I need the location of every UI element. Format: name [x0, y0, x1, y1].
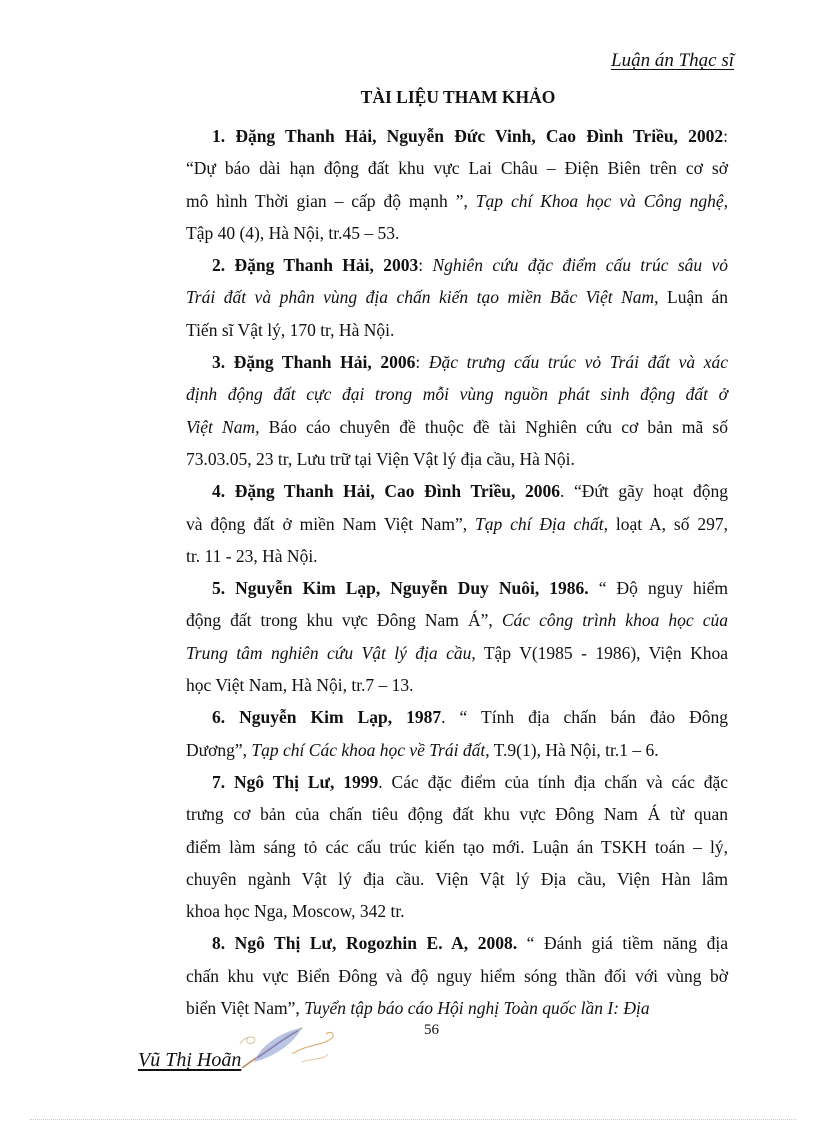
- reference-text: :: [415, 352, 429, 373]
- reference-title: Tạp chí Địa chất,: [475, 513, 609, 534]
- reference-title: định động đất cực đại trong mỗi vùng nguồn phát sinh động đất ở: [186, 384, 728, 405]
- reference-text: động đất trong khu vực Đông Nam Á”,: [186, 610, 502, 631]
- reference-line: [186, 766, 728, 798]
- reference-item: [186, 766, 728, 927]
- reference-line: [186, 540, 728, 572]
- reference-line: [186, 346, 728, 378]
- reference-title: Đặc trưng cấu trúc vỏ Trái đất và xác: [428, 352, 728, 373]
- reference-text: biển Việt Nam”,: [186, 998, 305, 1019]
- reference-line: [186, 572, 728, 604]
- reference-authors: 3. Đặng Thanh Hải, 2006: [212, 352, 416, 373]
- reference-text: 73.03.05, 23 tr, Lưu trữ tại Viện Vật lý địa cầu, Hà Nội.: [186, 448, 575, 469]
- reference-item: [186, 120, 728, 249]
- reference-item: [186, 927, 728, 1024]
- reference-title: Trái đất và phân vùng địa chấn kiến tạo miền Bắc Việt Nam: [186, 287, 655, 308]
- reference-text: Tập V(1985 - 1986), Viện Khoa: [475, 642, 728, 663]
- reference-line: [186, 443, 728, 475]
- reference-title: Nghiên cứu đặc điểm cấu trúc sâu vỏ: [432, 255, 728, 276]
- page-border: [30, 1119, 796, 1120]
- reference-text: . “ Tính địa chấn bán đảo Đông: [441, 707, 729, 728]
- reference-text: tr. 11 - 23, Hà Nội.: [186, 545, 318, 566]
- reference-title: Tuyển tập báo cáo Hội nghị Toàn quốc lần I: Địa: [304, 998, 650, 1019]
- reference-line: [186, 475, 728, 507]
- reference-title: Các công trình khoa học của: [501, 610, 728, 631]
- reference-item: [186, 701, 728, 766]
- reference-text: , T.9(1), Hà Nội, tr.1 – 6.: [485, 739, 659, 760]
- reference-line: [186, 378, 728, 410]
- reference-line: [186, 314, 728, 346]
- reference-text: Tập 40 (4), Hà Nội, tr.45 – 53.: [186, 222, 400, 243]
- reference-line: [186, 281, 728, 313]
- reference-item: [186, 475, 728, 572]
- reference-title: Việt Nam,: [186, 416, 260, 437]
- reference-line: [186, 927, 728, 959]
- feather-ornament-icon: [232, 1024, 342, 1072]
- reference-line: [186, 217, 728, 249]
- reference-text: chuyên ngành Vật lý địa cầu. Viện Vật lý Địa cầu, Viện Hàn lâm: [186, 868, 728, 889]
- reference-line: [186, 734, 728, 766]
- reference-text: Báo cáo chuyên đề thuộc đề tài Nghiên cứu cơ bản mã số: [259, 416, 728, 437]
- reference-text: :: [418, 255, 433, 276]
- reference-text: :: [723, 126, 728, 146]
- reference-text: mô hình Thời gian – cấp độ mạnh ”,: [186, 190, 476, 211]
- reference-line: [186, 411, 728, 443]
- reference-line: [186, 637, 728, 669]
- reference-text: trưng cơ bản của chấn tiêu động đất khu vực Đông Nam Á từ quan: [186, 804, 728, 825]
- running-header: Luận án Thạc sĩ: [611, 50, 734, 71]
- reference-authors: 7. Ngô Thị Lư, 1999: [212, 771, 379, 792]
- reference-text: Tiến sĩ Vật lý, 170 tr, Hà Nội.: [186, 319, 395, 340]
- reference-line: [186, 831, 728, 863]
- reference-text: loạt A, số 297,: [608, 513, 728, 534]
- page-number: 56: [424, 1022, 439, 1038]
- reference-line: [186, 863, 728, 895]
- reference-line: [186, 185, 728, 217]
- reference-text: điểm làm sáng tỏ các cấu trúc kiến tạo mới. Luận án TSKH toán – lý,: [186, 836, 728, 857]
- reference-text: “ Độ nguy hiểm: [588, 578, 728, 599]
- reference-line: [186, 895, 728, 927]
- reference-item: [186, 346, 728, 475]
- reference-line: [186, 508, 728, 540]
- reference-text: . “Đứt gãy hoạt động: [559, 481, 728, 502]
- reference-line: [186, 152, 728, 184]
- reference-line: [186, 604, 728, 636]
- reference-line: [186, 992, 728, 1024]
- reference-line: [186, 120, 728, 152]
- reference-text: khoa học Nga, Moscow, 342 tr.: [186, 901, 405, 922]
- reference-text: “Dự báo dài hạn động đất khu vực Lai Châu – Điện Biên trên cơ sở: [186, 158, 728, 179]
- reference-item: [186, 249, 728, 346]
- reference-line: [186, 249, 728, 281]
- reference-line: [186, 798, 728, 830]
- reference-text: “ Đánh giá tiềm năng địa: [517, 933, 728, 954]
- reference-authors: 6. Nguyễn Kim Lạp, 1987: [212, 707, 442, 728]
- author-footer: Vũ Thị Hoãn: [138, 1049, 242, 1071]
- reference-text: Dương”,: [186, 739, 252, 760]
- reference-line: [186, 960, 728, 992]
- reference-title: Tạp chí Khoa học và Công nghệ,: [475, 190, 728, 211]
- reference-title: Trung tâm nghiên cứu Vật lý địa cầu,: [186, 642, 476, 663]
- reference-title: Tạp chí Các khoa học về Trái đất: [251, 739, 486, 760]
- reference-text: và động đất ở miền Nam Việt Nam”,: [186, 513, 476, 534]
- reference-authors: 8. Ngô Thị Lư, Rogozhin E. A, 2008.: [212, 933, 518, 954]
- reference-authors: 2. Đặng Thanh Hải, 2003: [212, 255, 419, 276]
- reference-authors: 5. Nguyễn Kim Lạp, Nguyễn Duy Nuôi, 1986.: [212, 578, 589, 599]
- reference-list: [186, 120, 728, 1024]
- reference-text: học Việt Nam, Hà Nội, tr.7 – 13.: [186, 675, 414, 696]
- reference-text: chấn khu vực Biển Đông và độ nguy hiểm sóng thần đối với vùng bờ: [186, 965, 728, 986]
- reference-authors: 4. Đặng Thanh Hải, Cao Đình Triều, 2006: [212, 481, 560, 502]
- reference-authors: 1. Đặng Thanh Hải, Nguyễn Đức Vinh, Cao Đình Triều, 2002: [212, 126, 724, 146]
- reference-item: [186, 572, 728, 701]
- reference-line: [186, 669, 728, 701]
- reference-text: . Các đặc điểm của tính địa chấn và các đặc: [378, 771, 728, 792]
- page-title: TÀI LIỆU THAM KHẢO: [360, 87, 556, 107]
- reference-line: [186, 701, 728, 733]
- reference-text: , Luận án: [654, 287, 728, 308]
